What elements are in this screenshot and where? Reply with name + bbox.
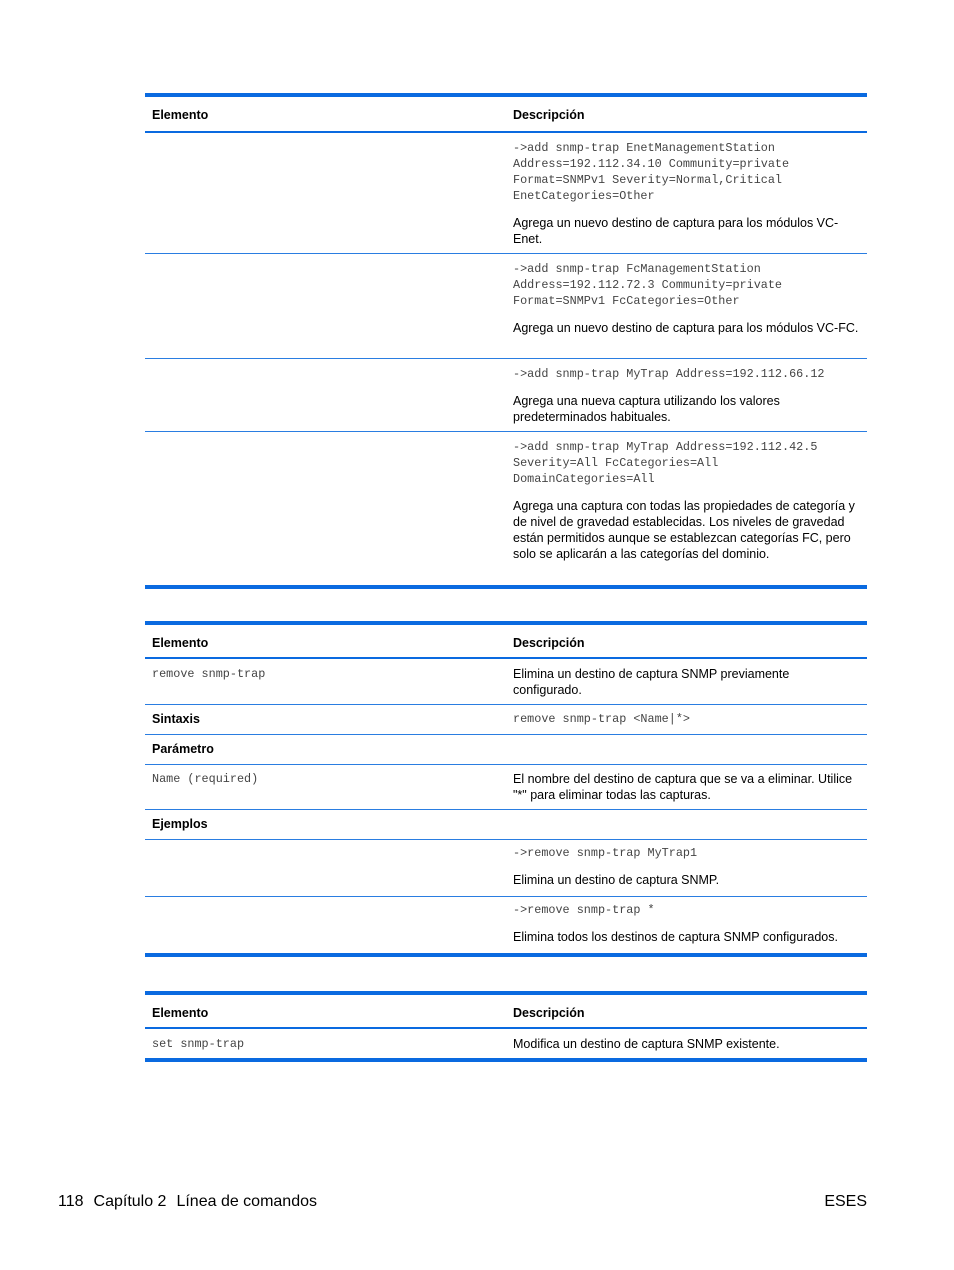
table-set-snmp-trap xyxy=(145,991,867,1062)
table-row xyxy=(145,659,867,705)
parameter-description: El nombre del destino de captura que se va a eliminar. Utilice "*" para eliminar todas las capturas. xyxy=(513,772,853,802)
parameter-label: Parámetro xyxy=(152,742,214,756)
command-description: Elimina un destino de captura SNMP previamente configurado. xyxy=(513,667,790,697)
example-command: ->add snmp-trap MyTrap Address=192.112.42.5 Severity=All FcCategories=All DomainCategories=All xyxy=(513,440,818,486)
footer-left xyxy=(58,1192,317,1212)
language-code: ESES xyxy=(824,1193,867,1210)
page-number: 118 xyxy=(58,1193,84,1210)
syntax-label: Sintaxis xyxy=(152,712,200,726)
example-command: ->remove snmp-trap * xyxy=(513,903,655,917)
table-header xyxy=(145,97,867,133)
example-description: Agrega una nueva captura utilizando los valores predeterminados habituales. xyxy=(513,394,780,424)
table-row xyxy=(145,359,867,432)
example-description: Agrega un nuevo destino de captura para los módulos VC-FC. xyxy=(513,321,859,335)
table-row xyxy=(145,840,867,897)
parameter-name: Name (required) xyxy=(152,772,259,786)
header-elemento: Elemento xyxy=(152,636,209,650)
table-header xyxy=(145,995,867,1029)
header-descripcion: Descripción xyxy=(513,108,585,122)
command-name: set snmp-trap xyxy=(152,1037,245,1051)
header-elemento: Elemento xyxy=(152,108,209,122)
table-row xyxy=(145,254,867,359)
command-name: remove snmp-trap xyxy=(152,667,266,681)
table-row xyxy=(145,897,867,953)
syntax-value: remove snmp-trap <Name|*> xyxy=(513,712,690,726)
example-command: ->add snmp-trap MyTrap Address=192.112.66.12 xyxy=(513,367,825,381)
table-row xyxy=(145,1029,867,1058)
table-row xyxy=(145,765,867,810)
table-row xyxy=(145,735,867,765)
header-elemento: Elemento xyxy=(152,1006,209,1020)
example-description: Elimina un destino de captura SNMP. xyxy=(513,873,720,887)
example-command: ->add snmp-trap EnetManagementStation Address=192.112.34.10 Community=private Format=SNMPv1 Severity=Normal,Critical EnetCategories=Other xyxy=(513,141,790,203)
example-description: Agrega un nuevo destino de captura para los módulos VC-Enet. xyxy=(513,216,839,246)
header-descripcion: Descripción xyxy=(513,636,585,650)
table-add-snmp-trap-examples xyxy=(145,93,867,589)
table-remove-snmp-trap xyxy=(145,621,867,957)
examples-label: Ejemplos xyxy=(152,817,208,831)
command-description: Modifica un destino de captura SNMP existente. xyxy=(513,1037,780,1051)
header-descripcion: Descripción xyxy=(513,1006,585,1020)
example-description: Agrega una captura con todas las propiedades de categoría y de nivel de gravedad establecidas. Los niveles de gravedad están permitidos aunque se establezcan categorías FC, pero solo se aplicarán a las categorías del dominio. xyxy=(513,499,855,561)
example-description: Elimina todos los destinos de captura SNMP configurados. xyxy=(513,930,838,944)
table-header xyxy=(145,625,867,659)
example-command: ->remove snmp-trap MyTrap1 xyxy=(513,846,698,860)
page-footer xyxy=(58,1192,867,1212)
example-command: ->add snmp-trap FcManagementStation Address=192.112.72.3 Community=private Format=SNMPv1 FcCategories=Other xyxy=(513,262,783,308)
chapter-label: Capítulo 2 xyxy=(93,1193,167,1210)
table-row xyxy=(145,432,867,585)
chapter-title: Línea de comandos xyxy=(176,1193,317,1210)
table-row xyxy=(145,810,867,840)
table-row xyxy=(145,705,867,735)
table-row xyxy=(145,133,867,254)
